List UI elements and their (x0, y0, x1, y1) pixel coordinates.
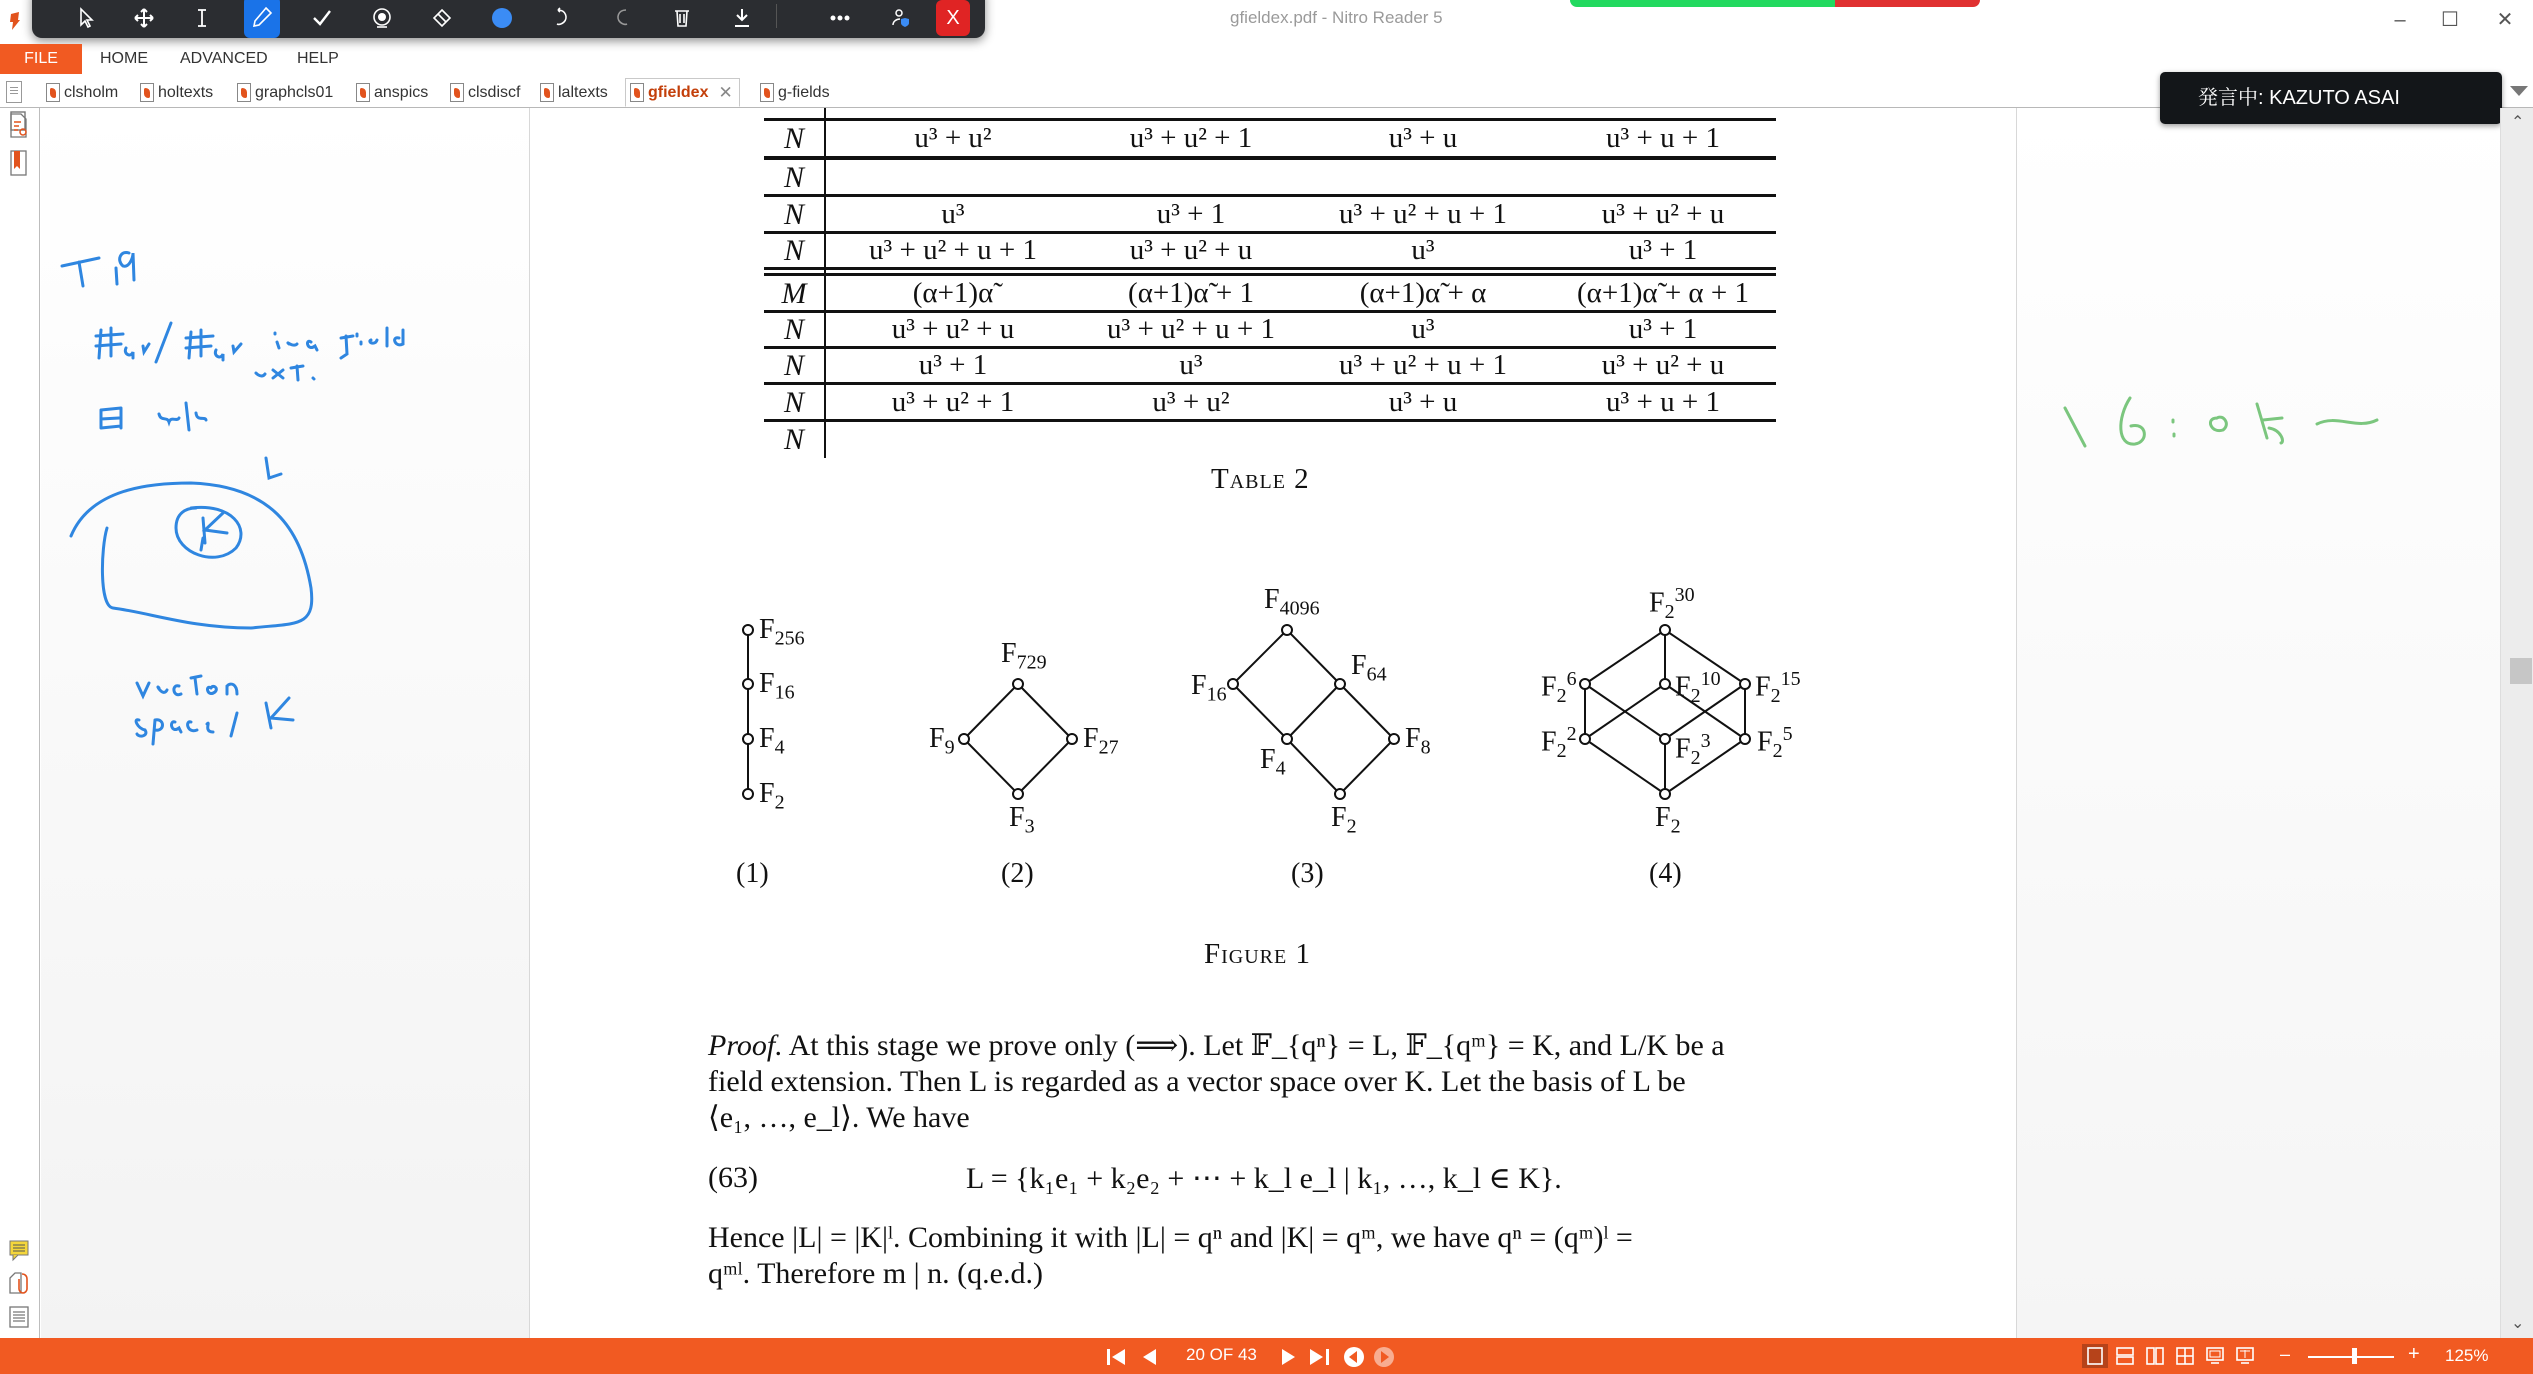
table-caption: Table 2 (1211, 463, 1310, 495)
audio-meter-red (1835, 0, 1980, 7)
scroll-up-icon[interactable]: ⌃ (2511, 114, 2525, 131)
left-panel-rail (0, 108, 40, 1338)
next-page-icon (1280, 1347, 1298, 1367)
continuous-pages-icon (2116, 1347, 2134, 1365)
spotlight-tool[interactable] (364, 0, 400, 36)
table-cell: u³ (1179, 349, 1203, 381)
grid-pages-icon (2176, 1347, 2194, 1365)
row-head: N (783, 313, 804, 346)
previous-view-button[interactable] (1342, 1346, 1366, 1368)
tab-g-fields[interactable] (760, 78, 830, 107)
table-cell: (α+1)α̃ (912, 277, 994, 309)
tab-laltexts[interactable] (540, 78, 608, 107)
node-label: $F_2$ (759, 778, 785, 814)
audio-meter-green (1570, 0, 1835, 7)
node-label: $F_2^{15}$ (1755, 668, 1801, 707)
monitor-split-icon (2236, 1347, 2254, 1365)
table-cell: u³ + 1 (1628, 313, 1698, 345)
row-head: N (783, 349, 804, 382)
menu-help[interactable]: HELP (297, 50, 339, 67)
node-label: $F_9$ (929, 723, 955, 759)
eraser-tool[interactable] (424, 0, 460, 36)
table-cell: u³ + u² + u (891, 313, 1015, 345)
node-label: $F_2^{30}$ (1649, 584, 1695, 623)
delete-button[interactable] (664, 0, 700, 36)
last-page-icon (1308, 1347, 1332, 1367)
scroll-down-icon[interactable]: ⌄ (2511, 1315, 2525, 1332)
first-page-icon (1105, 1347, 1129, 1367)
previous-page-button[interactable] (1138, 1346, 1160, 1368)
zoom-out-button[interactable]: – (2280, 1344, 2291, 1364)
table-cell: u³ + u² + u + 1 (869, 234, 1037, 266)
move-tool[interactable] (126, 0, 162, 36)
node-label: $F_2^{10}$ (1675, 668, 1721, 707)
table-cell: u³ + 1 (918, 349, 988, 381)
tab-anspics[interactable] (356, 78, 428, 107)
last-page-button[interactable] (1306, 1346, 1334, 1368)
table-cell: u³ + u² (1152, 386, 1230, 418)
pen-tool[interactable] (244, 0, 280, 38)
user-shield-icon (890, 6, 914, 30)
undo-button[interactable] (544, 0, 580, 36)
node-label: $F_{729}$ (1001, 638, 1047, 674)
tab-label: gfieldex (648, 83, 709, 101)
table-cell: u³ (941, 198, 965, 230)
pen-icon (250, 5, 274, 29)
forward-circle-icon (1373, 1346, 1395, 1368)
scrollbar-thumb[interactable] (2510, 658, 2532, 684)
more-button[interactable] (822, 0, 858, 36)
check-tool[interactable] (304, 0, 340, 36)
tab-label: holtexts (158, 83, 214, 101)
text-cursor-icon (190, 6, 214, 30)
diagram-label: (4) (1649, 858, 1682, 889)
table-cell: u³ + u² + u (1601, 198, 1725, 230)
node-label: $F_4$ (1260, 744, 1286, 780)
row-head: N (783, 423, 804, 456)
status-bar (0, 1338, 2533, 1374)
previous-page-icon (1140, 1347, 1158, 1367)
search-document-icon[interactable] (8, 112, 30, 142)
redo-button[interactable] (604, 0, 640, 36)
download-icon (730, 6, 754, 30)
table-cell: u³ + u² + u (1129, 234, 1253, 266)
proof-line-3: ⟨e₁, …, e_l⟩. We have (708, 1101, 970, 1134)
facing-continuous-view-button[interactable] (2172, 1344, 2198, 1368)
table-cell: u³ + 1 (1156, 198, 1226, 230)
color-picker[interactable] (484, 0, 520, 36)
maximize-button[interactable]: ☐ (2441, 9, 2459, 31)
node-label: $F_{16}$ (1191, 670, 1227, 706)
proof-line-5: qᵐˡ. Therefore m | n. (q.e.d.) (708, 1257, 1043, 1290)
zoom-in-button[interactable]: + (2408, 1343, 2420, 1365)
right-annotation-margin (2016, 108, 2500, 1338)
pdf-file-icon (46, 83, 60, 102)
proof-text: At this stage we prove only (⟹). Let 𝔽_{qⁿ} = L, 𝔽_{qᵐ} = K, and L/K be a (788, 1029, 1725, 1062)
table-cell: u³ + u + 1 (1606, 122, 1720, 154)
window-title: gfieldex.pdf - Nitro Reader 5 (1230, 8, 1443, 27)
tab-label: anspics (374, 83, 429, 101)
table-cell: u³ + u² + u + 1 (1107, 313, 1275, 345)
tab-label: g-fields (778, 83, 830, 101)
proof-line-2: field extension. Then L is regarded as a vector space over K. Let the basis of L be (708, 1065, 1686, 1098)
left-annotation-margin (41, 108, 530, 1338)
table-cell: u³ + u² + 1 (1129, 122, 1253, 154)
diagram-label: (1) (736, 858, 769, 889)
cursor-arrow-icon (74, 6, 98, 30)
minimize-button[interactable]: – (2394, 9, 2406, 31)
close-window-button[interactable]: ✕ (2496, 9, 2514, 31)
tab-holtexts[interactable] (140, 78, 213, 107)
text-tool[interactable] (184, 0, 220, 36)
next-view-button[interactable] (1372, 1346, 1396, 1368)
menu-file[interactable]: FILE (0, 44, 82, 74)
row-head: N (783, 122, 804, 155)
table-cell: (α+1)α̃ + α + 1 (1577, 277, 1749, 309)
monitor-icon (2206, 1347, 2224, 1365)
handwritten-time-note (2017, 108, 2501, 508)
pdf-file-icon (140, 83, 154, 102)
node-label: $F_8$ (1405, 723, 1431, 759)
presentation-view-button[interactable] (2202, 1344, 2228, 1368)
table-cell: u³ + 1 (1628, 234, 1698, 266)
close-x-label: X (946, 6, 960, 29)
close-annotation-button[interactable] (936, 0, 970, 36)
single-page-icon (2087, 1347, 2103, 1365)
menu-advanced[interactable]: ADVANCED (180, 50, 268, 67)
row-head: N (783, 386, 804, 419)
tab-label: clsholm (64, 83, 119, 101)
table-cell: u³ + u (1388, 122, 1458, 154)
table-cell: u³ (1411, 313, 1435, 345)
redo-icon (610, 6, 634, 30)
comments-icon[interactable] (8, 1238, 30, 1264)
pdf-file-icon (630, 83, 644, 102)
figure-caption: Figure 1 (1204, 938, 1311, 970)
zoom-slider-handle[interactable] (2352, 1348, 2357, 1364)
page-indicator[interactable]: 20 OF 43 (1186, 1345, 1257, 1364)
equation-number: (63) (708, 1161, 758, 1194)
row-head: N (783, 161, 804, 194)
attachments-icon[interactable] (8, 1270, 30, 1296)
menu-bar (0, 44, 2533, 74)
facing-pages-icon (2146, 1347, 2164, 1365)
table-cell: u³ + u² + u (1601, 349, 1725, 381)
node-label: $F_2^2$ (1541, 723, 1577, 762)
diagram-label: (3) (1291, 858, 1324, 889)
nitro-logo-icon (8, 10, 22, 32)
more-dots-icon (828, 6, 852, 30)
handwritten-notes-left (41, 108, 530, 1338)
tab-label: laltexts (558, 83, 608, 101)
facing-view-button[interactable] (2142, 1344, 2168, 1368)
fullscreen-view-button[interactable] (2232, 1344, 2258, 1368)
pdf-file-icon (760, 83, 774, 102)
node-label: $F_{256}$ (759, 614, 805, 650)
table-cell: u³ + u (1388, 386, 1458, 418)
ribbon-collapse-icon[interactable] (2510, 86, 2528, 96)
toolbar-divider (776, 4, 777, 28)
node-label: $F_2$ (1331, 802, 1357, 838)
back-circle-icon (1343, 1346, 1365, 1368)
node-label: $F_{4096}$ (1264, 584, 1320, 620)
trash-icon (670, 6, 694, 30)
tab-label: graphcls01 (255, 83, 334, 101)
speaker-indicator: 発言中: KAZUTO ASAI (2160, 72, 2502, 124)
tab-gfieldex[interactable] (625, 78, 740, 107)
tab-list-icon[interactable] (6, 81, 22, 103)
proof-line-1 (708, 1028, 1828, 1064)
select-arrow-tool[interactable] (68, 0, 104, 36)
blue-color-dot-icon (490, 6, 514, 30)
table-cell: u³ + u² + 1 (891, 386, 1015, 418)
participants-button[interactable] (884, 0, 920, 36)
zoom-slider-track[interactable] (2308, 1356, 2394, 1358)
pdf-file-icon (237, 83, 251, 102)
pdf-file-icon (356, 83, 370, 102)
table-cell: u³ + u + 1 (1606, 386, 1720, 418)
spotlight-icon (370, 6, 394, 30)
row-head: N (783, 234, 804, 267)
row-head: N (783, 198, 804, 231)
node-label: $F_2$ (1655, 802, 1681, 838)
equation-63: L = {k₁e₁ + k₂e₂ + ⋯ + k_l e_l | k₁, …, k_l ∈ K}. (966, 1162, 1562, 1195)
tab-clsdiscf[interactable] (450, 78, 520, 107)
menu-home[interactable]: HOME (100, 50, 148, 67)
annotation-toolbar (32, 0, 985, 38)
node-label: $F_2^3$ (1675, 730, 1711, 769)
continuous-view-button[interactable] (2112, 1344, 2138, 1368)
table-cell: (α+1)α̃ + α (1359, 277, 1487, 309)
table-cell: u³ + u² (914, 122, 992, 154)
tab-label: clsdiscf (468, 83, 521, 101)
tab-graphcls01[interactable] (237, 78, 333, 107)
table-cell: (α+1)α̃ + 1 (1128, 277, 1254, 309)
node-label: $F_{64}$ (1351, 650, 1387, 686)
node-label: $F_2^6$ (1541, 668, 1577, 707)
zoom-level[interactable]: 125% (2445, 1346, 2489, 1365)
checkmark-icon (310, 6, 334, 30)
node-label: $F_3$ (1009, 802, 1035, 838)
tab-clsholm[interactable] (46, 78, 118, 107)
single-page-view-button[interactable] (2082, 1344, 2108, 1368)
table-cell: u³ + u² + u + 1 (1339, 198, 1507, 230)
undo-icon (550, 6, 574, 30)
node-label: $F_2^5$ (1757, 723, 1793, 762)
tab-close-icon[interactable]: ✕ (718, 82, 733, 102)
proof-line-4: Hence |L| = |K|ˡ. Combining it with |L| = qⁿ and |K| = qᵐ, we have qⁿ = (qᵐ)ˡ = (708, 1221, 1633, 1254)
node-label: $F_{27}$ (1083, 723, 1119, 759)
document-tab-bar (0, 76, 2533, 108)
bookmark-icon[interactable] (8, 148, 30, 178)
save-button[interactable] (724, 0, 760, 36)
pdf-page (531, 108, 2016, 1338)
node-label: $F_4$ (759, 723, 785, 759)
table-cell: u³ (1411, 234, 1435, 266)
pdf-file-icon (450, 83, 464, 102)
eraser-icon (430, 6, 454, 30)
move-arrows-icon (132, 6, 156, 30)
table-cell: u³ + u² + u + 1 (1339, 349, 1507, 381)
row-head: M (781, 277, 807, 310)
node-label: $F_{16}$ (759, 668, 795, 704)
list-icon[interactable] (8, 1304, 30, 1330)
pdf-file-icon (540, 83, 554, 102)
first-page-button[interactable] (1103, 1346, 1131, 1368)
proof-lead: Proof. (708, 1029, 783, 1062)
vertical-scrollbar[interactable] (2500, 108, 2533, 1338)
diagram-label: (2) (1001, 858, 1034, 889)
next-page-button[interactable] (1278, 1346, 1300, 1368)
